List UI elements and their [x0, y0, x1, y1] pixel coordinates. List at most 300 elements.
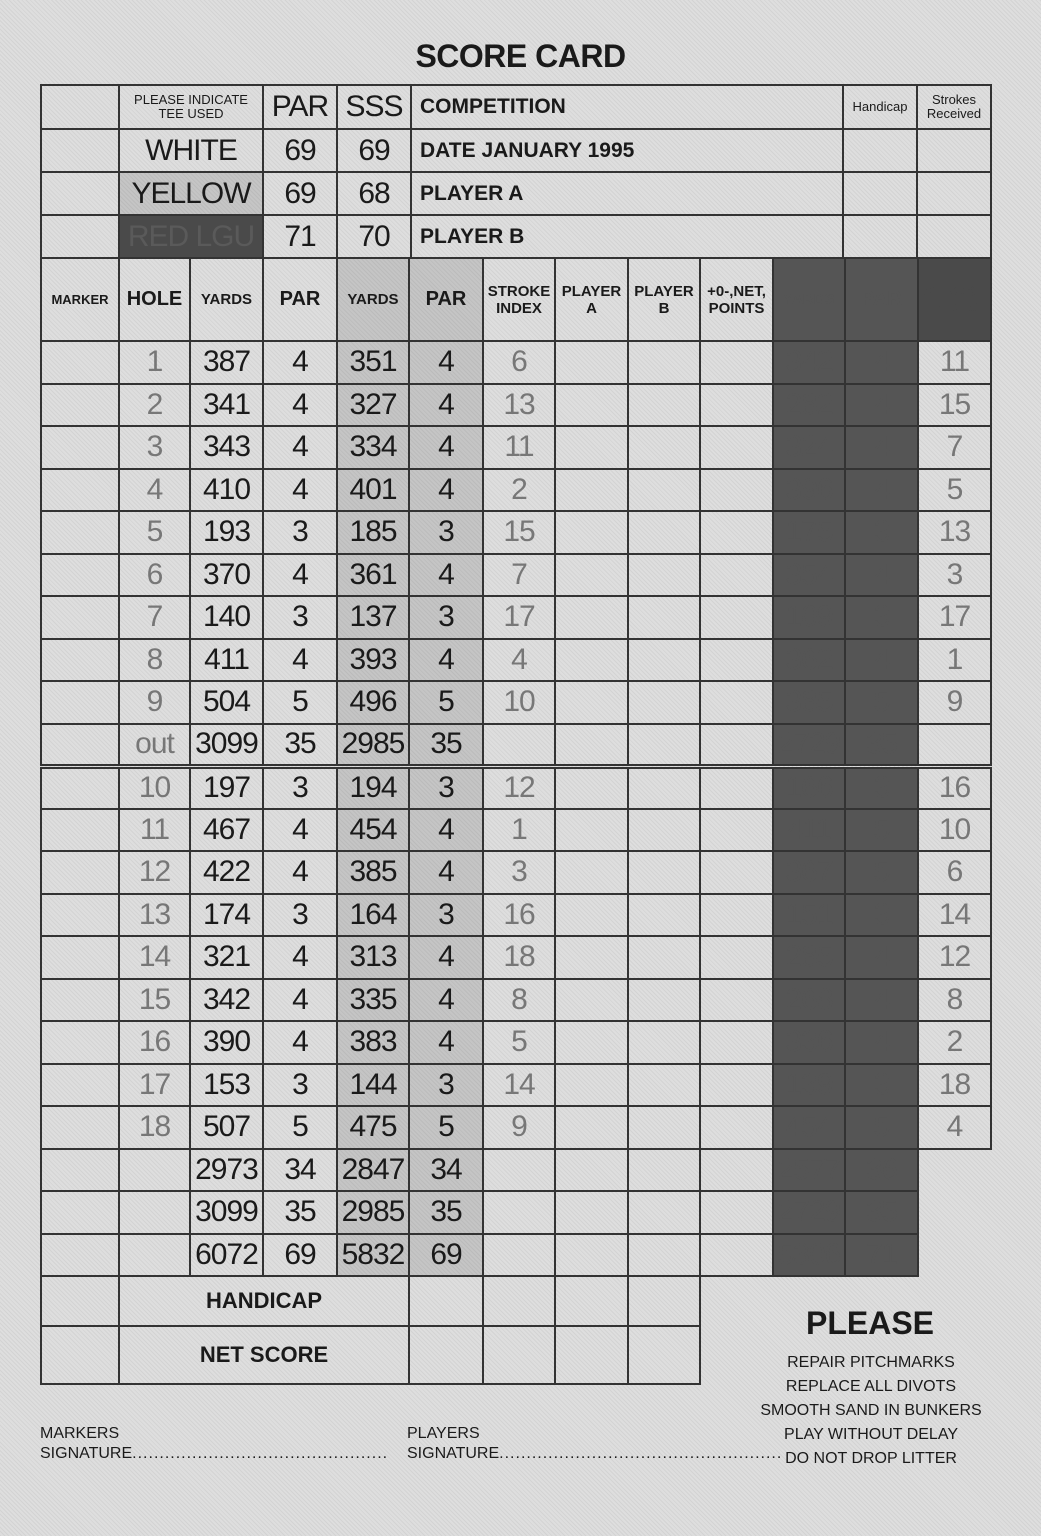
handicap-entry[interactable]	[628, 1276, 700, 1326]
par-yellow: 4	[409, 341, 483, 384]
total-par-white: 35	[263, 1191, 337, 1234]
stroke-index: 18	[483, 936, 555, 979]
player-a-score[interactable]	[555, 936, 628, 979]
yards-yellow: 185	[337, 511, 409, 554]
yards-red: 139	[773, 1064, 845, 1107]
total-blank	[483, 724, 555, 767]
footer-blank	[41, 1276, 119, 1326]
stroke-index-red: 10	[918, 809, 991, 852]
marker-cell[interactable]	[41, 766, 119, 809]
player-b-score[interactable]	[628, 681, 700, 724]
points-cell[interactable]	[700, 894, 773, 937]
par-white: 4	[263, 341, 337, 384]
header-blank	[41, 85, 119, 129]
col-stroke-index-red: STROKE INDEX	[918, 258, 991, 341]
stroke-index: 5	[483, 1021, 555, 1064]
handicap-entry[interactable]	[409, 1276, 483, 1326]
par-red: 3	[845, 1064, 918, 1107]
yards-red: 396	[773, 469, 845, 512]
par-yellow: 4	[409, 936, 483, 979]
col-yards-red: YARDS	[773, 258, 845, 341]
handicap-entry[interactable]	[483, 1276, 555, 1326]
points-cell[interactable]	[700, 511, 773, 554]
player-b-score[interactable]	[628, 511, 700, 554]
yards-white: 193	[190, 511, 263, 554]
total-yards-red: 2577	[773, 1149, 845, 1192]
player-b-score[interactable]	[628, 639, 700, 682]
yards-red: 362	[773, 639, 845, 682]
par-white: 4	[263, 979, 337, 1022]
hole-number: 7	[119, 596, 190, 639]
markers-signature[interactable]: MARKERS SIGNATURE...............................................	[40, 1425, 389, 1462]
yards-yellow: 454	[337, 809, 409, 852]
yards-yellow: 144	[337, 1064, 409, 1107]
stroke-index: 1	[483, 809, 555, 852]
col-player-b: PLAYER B	[628, 258, 700, 341]
points-cell[interactable]	[700, 639, 773, 682]
par-red: 4	[845, 639, 918, 682]
player-a-score[interactable]	[555, 681, 628, 724]
hole-row	[41, 469, 991, 512]
points-cell[interactable]	[700, 469, 773, 512]
points-cell[interactable]	[700, 979, 773, 1022]
total-yards-red: 5306	[773, 1234, 845, 1277]
points-cell[interactable]	[700, 1106, 773, 1149]
par-yellow: 4	[409, 554, 483, 597]
hole-number: 18	[119, 1106, 190, 1149]
par-yellow: 4	[409, 979, 483, 1022]
stroke-index-red: 12	[918, 936, 991, 979]
hole-row	[41, 511, 991, 554]
net-score-entry[interactable]	[483, 1326, 555, 1384]
player-b-score[interactable]	[628, 426, 700, 469]
total-par-yellow: 69	[409, 1234, 483, 1277]
total-yards-white: 6072	[190, 1234, 263, 1277]
yards-white: 411	[190, 639, 263, 682]
par-red: 4	[845, 1021, 918, 1064]
player-b-score[interactable]	[628, 1064, 700, 1107]
hole-row	[41, 809, 991, 852]
stroke-index: 10	[483, 681, 555, 724]
net-score-entry[interactable]	[409, 1326, 483, 1384]
tee-name: RED LGU	[119, 215, 263, 258]
total-blank	[483, 1191, 555, 1234]
marker-cell[interactable]	[41, 1234, 119, 1277]
player-a-score[interactable]	[555, 851, 628, 894]
points-cell[interactable]	[700, 426, 773, 469]
par-yellow: 3	[409, 766, 483, 809]
tee-check[interactable]	[41, 129, 119, 172]
par-red: 3	[845, 766, 918, 809]
players-label: PLAYERS	[407, 1425, 480, 1442]
marker-cell[interactable]	[41, 936, 119, 979]
tee-used-label: PLEASE INDICATE TEE USED	[119, 85, 263, 129]
total-row	[41, 1149, 991, 1192]
players-signature[interactable]: PLAYERS SIGNATURE....................................................	[407, 1425, 783, 1462]
par-yellow: 5	[409, 681, 483, 724]
total-yards-red: 2729	[773, 1191, 845, 1234]
total-par-red: 71	[845, 1234, 918, 1277]
stroke-index-red: 3	[918, 554, 991, 597]
par-white: 4	[263, 851, 337, 894]
player-a-score[interactable]	[555, 979, 628, 1022]
total-row	[41, 724, 991, 767]
player-a-total[interactable]	[555, 1149, 628, 1192]
stroke-index-red: 5	[918, 469, 991, 512]
col-yards-yellow: YARDS	[337, 258, 409, 341]
yards-yellow: 393	[337, 639, 409, 682]
handicap-label: Handicap	[843, 85, 917, 129]
par-yellow: 3	[409, 894, 483, 937]
player-a-score[interactable]	[555, 1106, 628, 1149]
yards-white: 422	[190, 851, 263, 894]
tee-sss: 70	[337, 215, 411, 258]
yards-yellow: 351	[337, 341, 409, 384]
hole-row	[41, 894, 991, 937]
markers-signature-label: SIGNATURE	[40, 1445, 133, 1462]
hole-row	[41, 596, 991, 639]
marker-cell[interactable]	[41, 596, 119, 639]
points-cell[interactable]	[700, 681, 773, 724]
yards-red: 282	[773, 384, 845, 427]
player-b-score[interactable]	[628, 766, 700, 809]
player-b-total[interactable]	[628, 1191, 700, 1234]
hole-row	[41, 851, 991, 894]
stroke-index-red: 2	[918, 1021, 991, 1064]
stroke-index: 8	[483, 979, 555, 1022]
yards-white: 410	[190, 469, 263, 512]
stroke-index-red: 16	[918, 766, 991, 809]
handicap-cell[interactable]	[843, 129, 917, 172]
front-nine	[41, 341, 991, 766]
stroke-index-red: 7	[918, 426, 991, 469]
stroke-index: 14	[483, 1064, 555, 1107]
player-a-score[interactable]	[555, 809, 628, 852]
points-cell[interactable]	[700, 1021, 773, 1064]
hole-row	[41, 384, 991, 427]
points-cell[interactable]	[700, 596, 773, 639]
par-red: 3	[845, 894, 918, 937]
player-b-score[interactable]	[628, 341, 700, 384]
yards-white: 321	[190, 936, 263, 979]
tee-check[interactable]	[41, 172, 119, 215]
player-b-score[interactable]	[628, 384, 700, 427]
player-b-score[interactable]	[628, 469, 700, 512]
points-total[interactable]	[700, 1234, 773, 1277]
player-b-score[interactable]	[628, 979, 700, 1022]
marker-cell[interactable]	[41, 1064, 119, 1107]
marker-cell[interactable]	[41, 426, 119, 469]
yards-red: 454	[773, 1106, 845, 1149]
yards-white: 390	[190, 1021, 263, 1064]
stroke-index: 11	[483, 426, 555, 469]
markers-label: MARKERS	[40, 1425, 120, 1442]
yards-red: 336	[773, 1021, 845, 1064]
handicap-cell[interactable]	[843, 172, 917, 215]
player-a-score[interactable]	[555, 426, 628, 469]
yards-white: 342	[190, 979, 263, 1022]
stroke-index: 16	[483, 894, 555, 937]
par-white: 4	[263, 639, 337, 682]
hole-row	[41, 554, 991, 597]
marker-cell[interactable]	[41, 554, 119, 597]
points-cell[interactable]	[700, 554, 773, 597]
player-a-score[interactable]	[555, 1021, 628, 1064]
yards-yellow: 137	[337, 596, 409, 639]
please-item: REPLACE ALL DIVOTS	[785, 1378, 957, 1395]
yards-white: 197	[190, 766, 263, 809]
player-a-field: PLAYER A	[411, 172, 843, 215]
yards-yellow: 361	[337, 554, 409, 597]
yards-white: 341	[190, 384, 263, 427]
player-a-total[interactable]	[555, 1191, 628, 1234]
player-a-score[interactable]	[555, 469, 628, 512]
marker-cell[interactable]	[41, 979, 119, 1022]
marker-cell[interactable]	[41, 1021, 119, 1064]
marker-cell[interactable]	[41, 894, 119, 937]
yards-red: 166	[773, 766, 845, 809]
please-item: SMOOTH SAND IN BUNKERS	[760, 1402, 982, 1419]
points-cell[interactable]	[700, 384, 773, 427]
marker-cell[interactable]	[41, 639, 119, 682]
marker-cell[interactable]	[41, 1191, 119, 1234]
par-red: 4	[845, 469, 918, 512]
net-score-entry[interactable]	[628, 1326, 700, 1384]
hole-row	[41, 979, 991, 1022]
stroke-index-red: 11	[918, 341, 991, 384]
yards-red: 367	[773, 851, 845, 894]
stroke-index-red: 15	[918, 384, 991, 427]
yards-red: 175	[773, 511, 845, 554]
par-yellow: 4	[409, 384, 483, 427]
total-par-white: 35	[263, 724, 337, 767]
hole-number: 8	[119, 639, 190, 682]
yards-red: 411	[773, 809, 845, 852]
total-par-white: 69	[263, 1234, 337, 1277]
tee-check[interactable]	[41, 215, 119, 258]
hole-number: 10	[119, 766, 190, 809]
par-white: 4	[263, 469, 337, 512]
yards-yellow: 335	[337, 979, 409, 1022]
par-white: 4	[263, 936, 337, 979]
marker-cell[interactable]	[41, 384, 119, 427]
points-cell[interactable]	[700, 1064, 773, 1107]
player-a-score[interactable]	[555, 554, 628, 597]
points-cell[interactable]	[700, 341, 773, 384]
player-a-score[interactable]	[555, 894, 628, 937]
hole-row	[41, 341, 991, 384]
player-b-score[interactable]	[628, 809, 700, 852]
player-a-score[interactable]	[555, 596, 628, 639]
col-hole: HOLE	[119, 258, 190, 341]
player-a-total[interactable]	[555, 1234, 628, 1277]
tee-par: 69	[263, 129, 337, 172]
hole-row	[41, 426, 991, 469]
points-total[interactable]	[700, 1149, 773, 1192]
points-cell[interactable]	[700, 809, 773, 852]
player-b-total[interactable]	[628, 1149, 700, 1192]
par-yellow: 4	[409, 426, 483, 469]
yards-red: 285	[773, 936, 845, 979]
handicap-cell[interactable]	[843, 215, 917, 258]
yards-white: 467	[190, 809, 263, 852]
player-b-score[interactable]	[628, 1106, 700, 1149]
yards-white: 507	[190, 1106, 263, 1149]
total-blank	[918, 1191, 991, 1234]
player-b-score[interactable]	[628, 1021, 700, 1064]
tee-name: YELLOW	[119, 172, 263, 215]
par-red: 4	[845, 936, 918, 979]
stroke-index-red: 8	[918, 979, 991, 1022]
stroke-index: 13	[483, 384, 555, 427]
hole-number: 13	[119, 894, 190, 937]
total-par-yellow: 35	[409, 724, 483, 767]
par-white: 3	[263, 511, 337, 554]
date-field: DATE JANUARY 1995	[411, 129, 843, 172]
par-white: 5	[263, 1106, 337, 1149]
hole-number: 2	[119, 384, 190, 427]
net-score-row-label: NET SCORE	[119, 1326, 409, 1384]
stroke-index-red: 17	[918, 596, 991, 639]
total-yards-white: 3099	[190, 1191, 263, 1234]
yards-yellow: 475	[337, 1106, 409, 1149]
yards-red: 109	[773, 596, 845, 639]
please-item: DO NOT DROP LITTER	[785, 1450, 957, 1467]
marker-cell[interactable]	[41, 1106, 119, 1149]
hole-row	[41, 1106, 991, 1149]
marker-cell[interactable]	[41, 809, 119, 852]
marker-cell[interactable]	[41, 851, 119, 894]
par-yellow: 3	[409, 511, 483, 554]
par-red: 5	[845, 681, 918, 724]
total-label	[119, 1191, 190, 1234]
par-red: 5	[845, 851, 918, 894]
stroke-index: 15	[483, 511, 555, 554]
stroke-index: 2	[483, 469, 555, 512]
yards-yellow: 164	[337, 894, 409, 937]
hole-number: 11	[119, 809, 190, 852]
player-a-score[interactable]	[555, 639, 628, 682]
net-score-entry[interactable]	[555, 1326, 628, 1384]
total-label	[119, 1149, 190, 1192]
competition-label: COMPETITION	[411, 85, 843, 129]
player-b-total[interactable]	[628, 724, 700, 767]
yards-yellow: 496	[337, 681, 409, 724]
hole-row	[41, 1064, 991, 1107]
col-par-white: PAR	[263, 258, 337, 341]
stroke-index-red: 18	[918, 1064, 991, 1107]
player-a-score[interactable]	[555, 1064, 628, 1107]
player-a-score[interactable]	[555, 384, 628, 427]
yards-red: 385	[773, 681, 845, 724]
player-b-score[interactable]	[628, 894, 700, 937]
stroke-index: 17	[483, 596, 555, 639]
yards-yellow: 194	[337, 766, 409, 809]
points-total[interactable]	[700, 724, 773, 767]
footer-blank	[41, 1326, 119, 1384]
hole-number: 16	[119, 1021, 190, 1064]
hole-number: 1	[119, 341, 190, 384]
hole-row	[41, 681, 991, 724]
yards-yellow: 313	[337, 936, 409, 979]
strokes-cell[interactable]	[917, 215, 991, 258]
par-red: 4	[845, 341, 918, 384]
total-blank	[918, 1234, 991, 1277]
tee-par: 69	[263, 172, 337, 215]
total-par-white: 34	[263, 1149, 337, 1192]
player-a-score[interactable]	[555, 766, 628, 809]
yards-red: 342	[773, 341, 845, 384]
par-label: PAR	[263, 85, 337, 129]
marker-cell[interactable]	[41, 1149, 119, 1192]
col-par-yellow: PAR	[409, 258, 483, 341]
total-par-red: 36	[845, 1149, 918, 1192]
player-b-score[interactable]	[628, 554, 700, 597]
score-grid	[40, 257, 992, 1385]
yards-white: 140	[190, 596, 263, 639]
points-cell[interactable]	[700, 766, 773, 809]
hole-number: 15	[119, 979, 190, 1022]
marker-cell[interactable]	[41, 511, 119, 554]
total-yards-yellow: 5832	[337, 1234, 409, 1277]
yards-yellow: 401	[337, 469, 409, 512]
marker-cell[interactable]	[41, 724, 119, 767]
col-yards-white: YARDS	[190, 258, 263, 341]
par-red: 4	[845, 979, 918, 1022]
points-cell[interactable]	[700, 936, 773, 979]
yards-yellow: 383	[337, 1021, 409, 1064]
marker-cell[interactable]	[41, 341, 119, 384]
player-b-score[interactable]	[628, 851, 700, 894]
player-a-total[interactable]	[555, 724, 628, 767]
par-red: 4	[845, 384, 918, 427]
par-red: 3	[845, 596, 918, 639]
handicap-entry[interactable]	[555, 1276, 628, 1326]
marker-cell[interactable]	[41, 681, 119, 724]
hole-number: 17	[119, 1064, 190, 1107]
total-row	[41, 1234, 991, 1277]
player-b-score[interactable]	[628, 596, 700, 639]
marker-cell[interactable]	[41, 469, 119, 512]
points-cell[interactable]	[700, 851, 773, 894]
total-label: out	[119, 724, 190, 767]
please-item: PLAY WITHOUT DELAY	[784, 1426, 958, 1443]
strokes-cell[interactable]	[917, 172, 991, 215]
hole-number: 12	[119, 851, 190, 894]
player-a-score[interactable]	[555, 511, 628, 554]
handicap-row-label: HANDICAP	[119, 1276, 409, 1326]
total-label	[119, 1234, 190, 1277]
yards-yellow: 334	[337, 426, 409, 469]
player-b-total[interactable]	[628, 1234, 700, 1277]
player-b-score[interactable]	[628, 936, 700, 979]
strokes-received-label: Strokes Received	[917, 85, 991, 129]
par-white: 4	[263, 554, 337, 597]
strokes-cell[interactable]	[917, 129, 991, 172]
player-a-score[interactable]	[555, 341, 628, 384]
total-par-red: 35	[845, 1191, 918, 1234]
hole-number: 5	[119, 511, 190, 554]
hole-number: 14	[119, 936, 190, 979]
points-total[interactable]	[700, 1191, 773, 1234]
tee-name: WHITE	[119, 129, 263, 172]
par-yellow: 4	[409, 1021, 483, 1064]
par-yellow: 4	[409, 639, 483, 682]
yards-yellow: 327	[337, 384, 409, 427]
yards-yellow: 385	[337, 851, 409, 894]
par-yellow: 5	[409, 1106, 483, 1149]
stroke-index-red: 6	[918, 851, 991, 894]
